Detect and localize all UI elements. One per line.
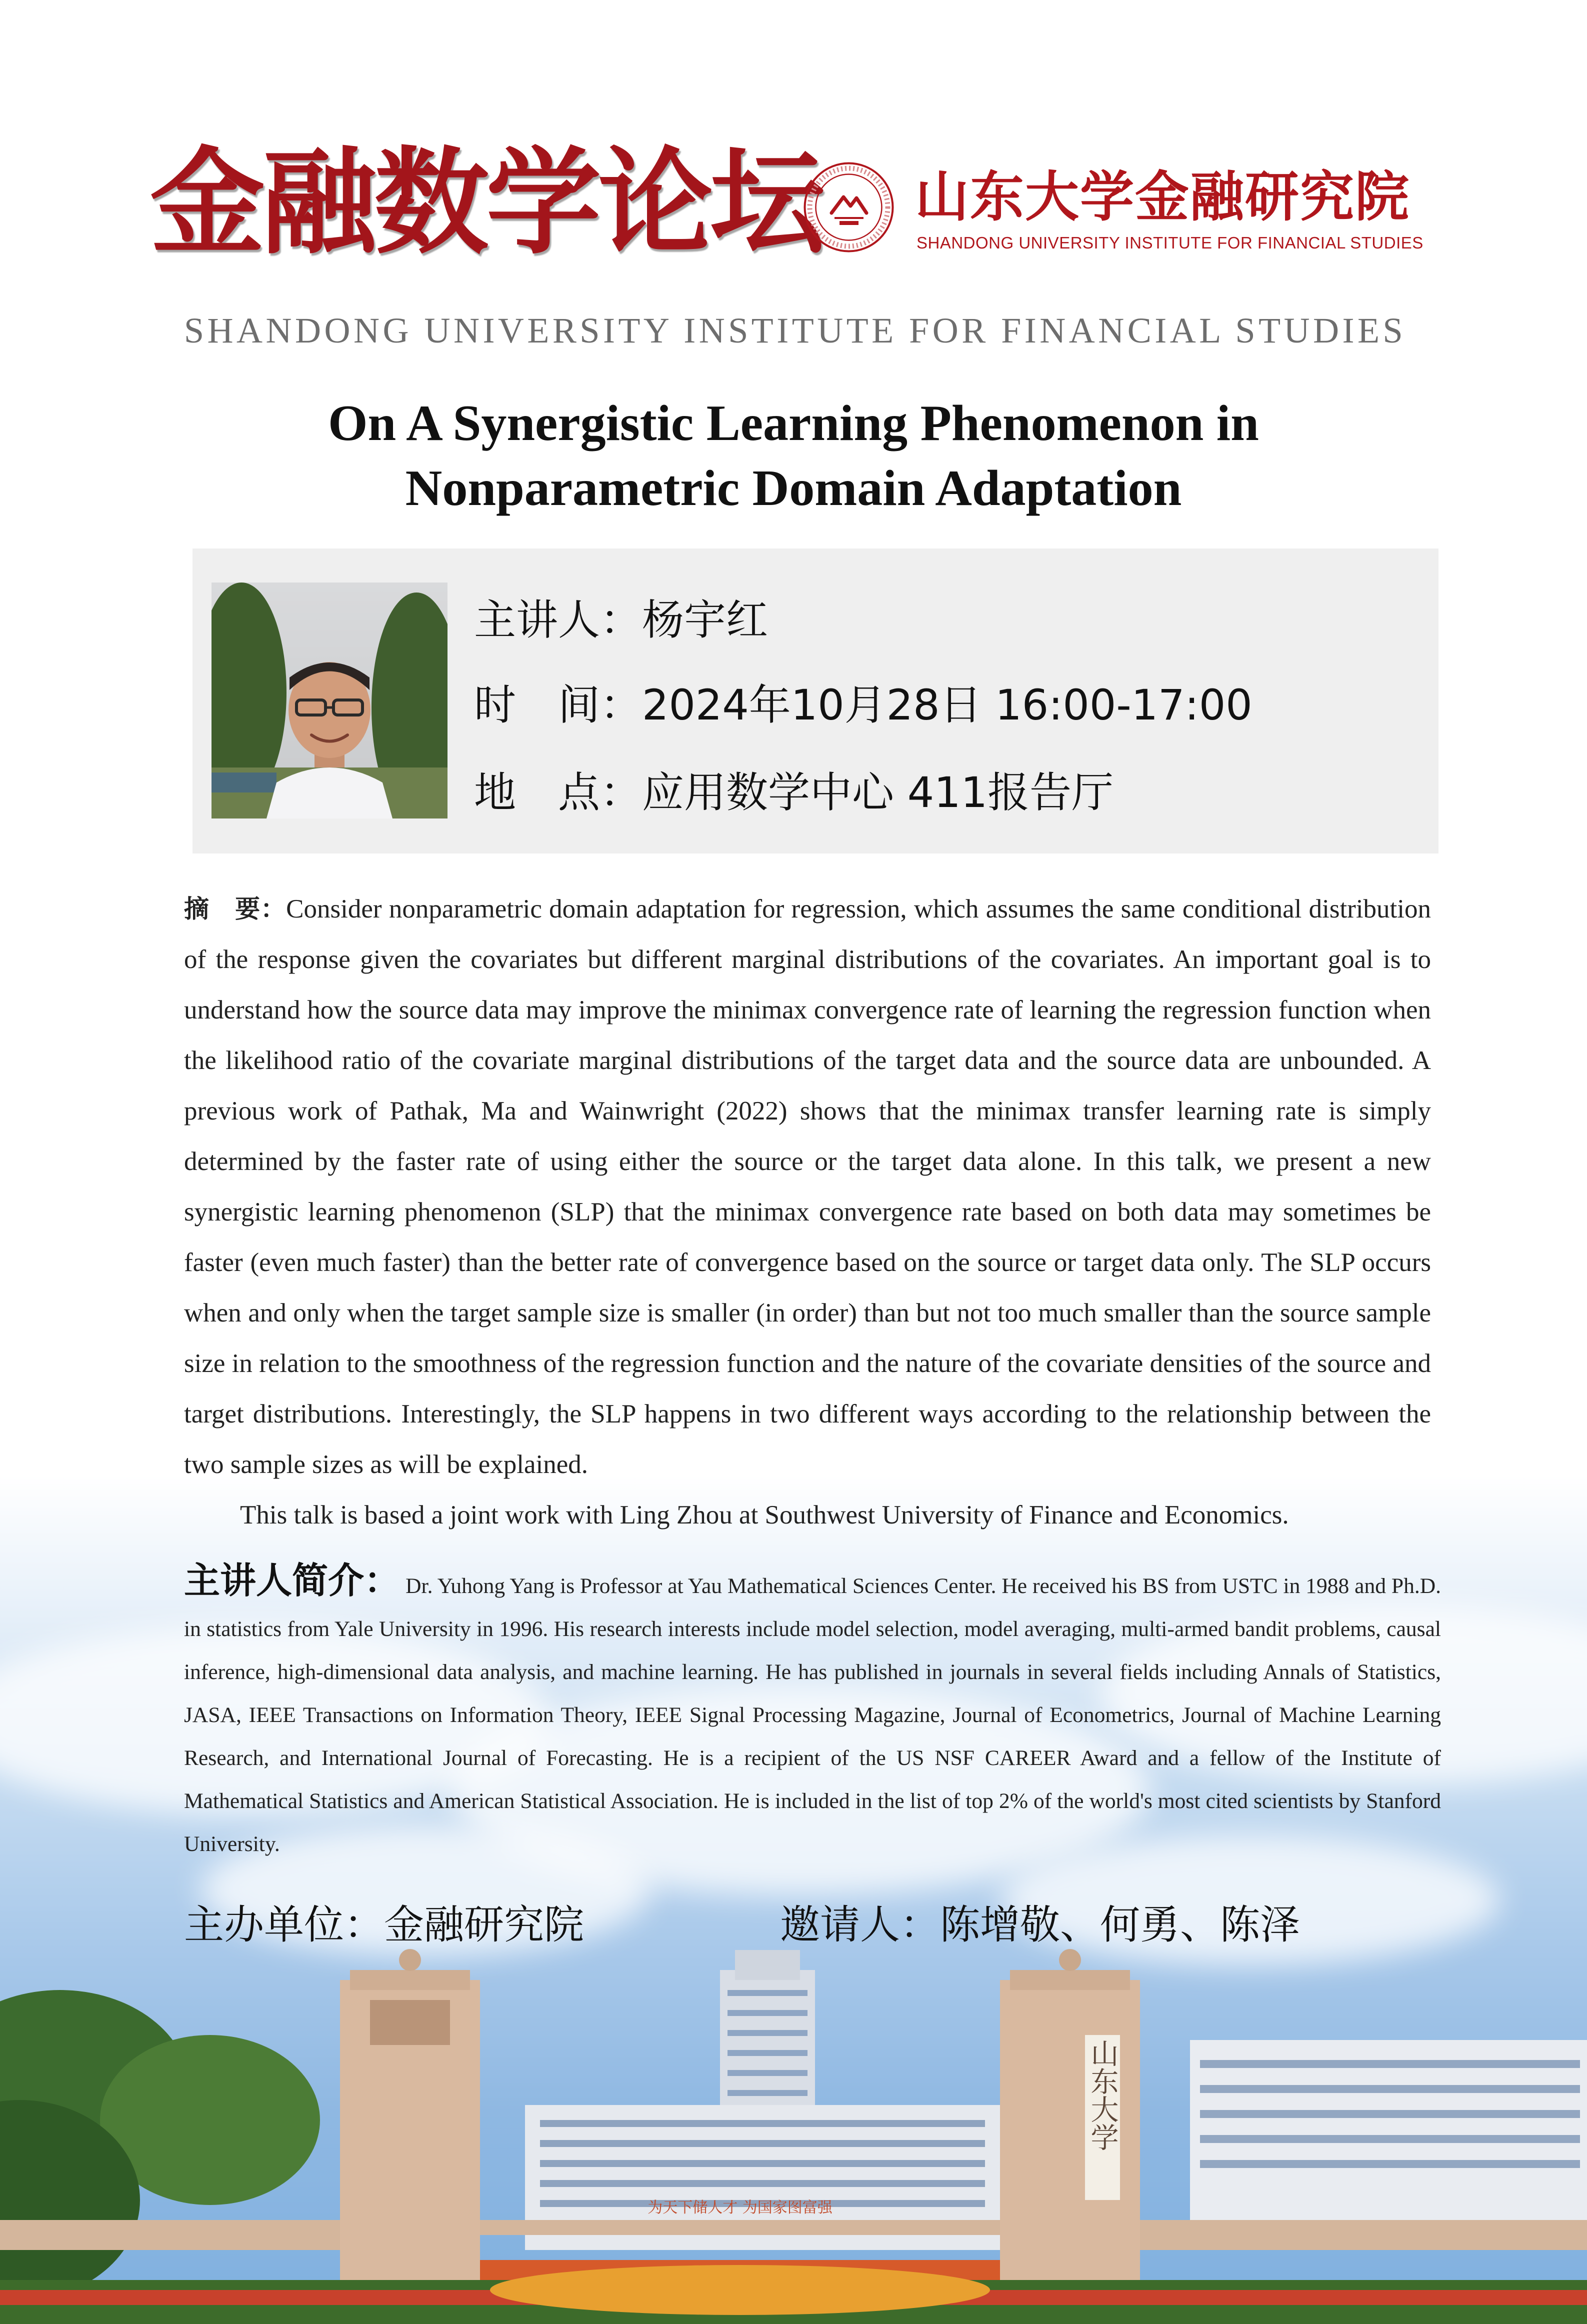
talk-title-line1: On A Synergistic Learning Phenomenon in xyxy=(328,395,1259,452)
gate-plaque: 山东大学 xyxy=(1086,2039,1119,2151)
abstract xyxy=(184,884,1431,1540)
time-line: 时 间：2024年10月28日 16:00-17:00 xyxy=(474,680,1252,730)
campus-slogan: 为天下储人才 为国家图富强 xyxy=(648,2199,832,2216)
logo-name-en: SHANDONG UNIVERSITY INSTITUTE FOR FINANCIAL STUDIES xyxy=(916,234,1424,252)
forum-title: 金融数学论坛 xyxy=(150,135,822,270)
inviters: 邀请人：陈增敬、何勇、陈泽 xyxy=(780,1902,1300,1948)
abstract-text: Consider nonparametric domain adaptation for regression, which assumes the same conditional distribution of the response given the covariates but different marginal distributions of the covariates. An important goal is to understand how the source data may improve the minimax convergence rate of learning the regression function when the likelihood ratio of the covariate marginal distributions of the target data and the source data are unbounded. A previous work of Pathak, Ma and Wainwright (2022) shows that the minimax transfer learning rate is simply determined by the faster rate of using either the source or the target data alone. In this talk, we present a new synergistic learning phenomenon (SLP) that the minimax convergence rate based on both data may sometimes be faster (even much faster) than the better rate of convergence based on the source or target data only. The SLP occurs when and only when the target sample size is smaller (in order) than but not too much smaller than the source sample size in relation to the smoothness of the regression function and the nature of the covariate densities of the source and target distributions. Interestingly, the SLP happens in two different ways according to the relationship between the two sample sizes as will be explained. xyxy=(184,894,1432,1479)
talk-title xyxy=(100,391,1487,521)
institute-line: SHANDONG UNIVERSITY INSTITUTE FOR FINANCIAL STUDIES xyxy=(184,310,1406,350)
talk-title-line2: Nonparametric Domain Adaptation xyxy=(405,460,1182,516)
university-seal-icon xyxy=(802,161,895,254)
bio-label: 主讲人简介： xyxy=(184,1560,400,1602)
campus-gate-illustration xyxy=(0,1940,1587,2324)
host-unit: 主办单位：金融研究院 xyxy=(184,1902,584,1948)
speaker-photo xyxy=(212,582,448,818)
logo-name-cn: 山东大学金融研究院 xyxy=(915,166,1410,228)
location-line: 地 点：应用数学中心 411报告厅 xyxy=(474,768,1114,817)
bio-text: Dr. Yuhong Yang is Professor at Yau Mathematical Sciences Center. He received his BS from USTC in 1988 and Ph.D. in statistics from Yale University in 1996. His research interests include model selection, model averaging, multi-armed bandit problems, causal inference, high-dimensional data analysis, and machine learning. He has published in journals in several fields including Annals of Statistics, JASA, IEEE Transactions on Information Theory, IEEE Signal Processing Magazine, Journal of Econometrics, Journal of Machine Learning Research, and International Journal of Forecasting. He is a recipient of the US NSF CAREER Award and a fellow of the Institute of Mathematical Statistics and American Statistical Association. He is included in the list of top 2% of the world's most cited scientists by Stanford University. xyxy=(184,1574,1441,1856)
abstract-label: 摘 要： xyxy=(184,894,286,924)
speaker-bio xyxy=(184,1559,1441,1866)
abstract-note: This talk is based a joint work with Ling Zhou at Southwest University of Finance and Economics. xyxy=(240,1500,1289,1530)
speaker-line: 主讲人：杨宇红 xyxy=(474,596,768,644)
